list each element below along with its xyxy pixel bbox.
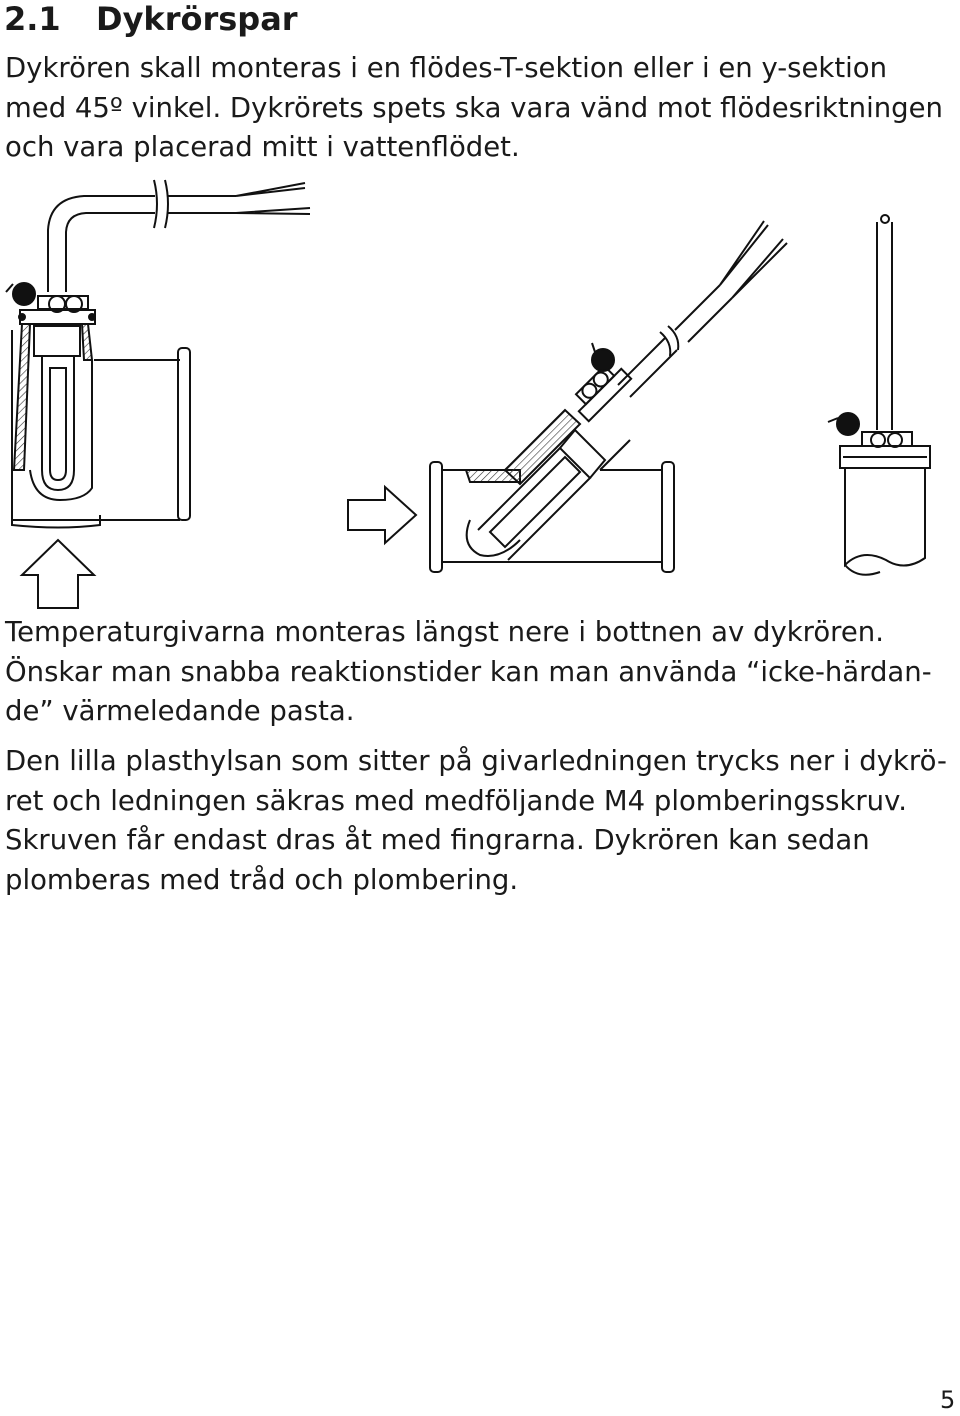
sensor-probe xyxy=(877,222,892,430)
immersion-pocket xyxy=(845,468,925,566)
sensor-pocket xyxy=(34,326,80,356)
sleeve-line: plomberas med tråd och plombering. xyxy=(5,863,519,896)
pipe-end-flange xyxy=(178,348,190,520)
sleeve-paragraph xyxy=(5,742,947,900)
seal xyxy=(13,283,35,305)
seal xyxy=(592,349,614,371)
section-title: Dykrörspar xyxy=(96,0,298,38)
sensor-wires xyxy=(236,183,305,196)
y-section-view xyxy=(430,221,787,572)
pipe-end-flange xyxy=(430,462,442,572)
flow-arrow-up xyxy=(22,540,94,608)
intro-paragraph xyxy=(5,49,943,168)
sleeve-line: Den lilla plasthylsan som sitter på givarledningen trycks ner i dykrö- xyxy=(5,745,947,777)
intro-line: Dykrören skall monteras i en flödes-T-sektion eller i en y-sektion xyxy=(5,52,888,84)
sensor-cable xyxy=(618,338,677,397)
seal xyxy=(837,413,859,435)
mounting-line: de” värmeledande pasta. xyxy=(5,695,355,727)
intro-line: med 45º vinkel. Dykrörets spets ska vara vänd mot flödesriktningen xyxy=(5,91,943,124)
sensor-cable xyxy=(48,196,155,292)
pocket-flange xyxy=(579,369,631,421)
pipe-wall-hatch xyxy=(14,324,30,470)
screw-nut xyxy=(862,432,912,446)
sleeve-line: ret och ledningen säkras med medföljande M4 plomberingsskruv. xyxy=(5,784,907,817)
mounting-line: Temperaturgivarna monteras längst nere i bottnen av dykrören. xyxy=(5,616,884,648)
sensor-mounting-figure xyxy=(0,170,960,610)
section-number: 2.1 xyxy=(4,0,61,38)
tee-section-view xyxy=(6,180,310,528)
mounting-paragraph xyxy=(5,613,932,732)
mounting-line: Önskar man snabba reaktionstider kan man använda “icke-härdan- xyxy=(5,655,932,688)
sensor-pocket-detail-view xyxy=(828,215,930,575)
immersion-tube xyxy=(42,356,74,490)
flow-arrow-right xyxy=(348,487,416,543)
section-heading xyxy=(4,0,298,38)
sensor-wires xyxy=(720,221,768,285)
page-number: 5 xyxy=(940,1386,956,1414)
sleeve-line: Skruven får endast dras åt med fingrarna. Dykrören kan sedan xyxy=(5,824,870,856)
intro-line: och vara placerad mitt i vattenflödet. xyxy=(5,131,520,163)
break-mark xyxy=(154,180,157,228)
